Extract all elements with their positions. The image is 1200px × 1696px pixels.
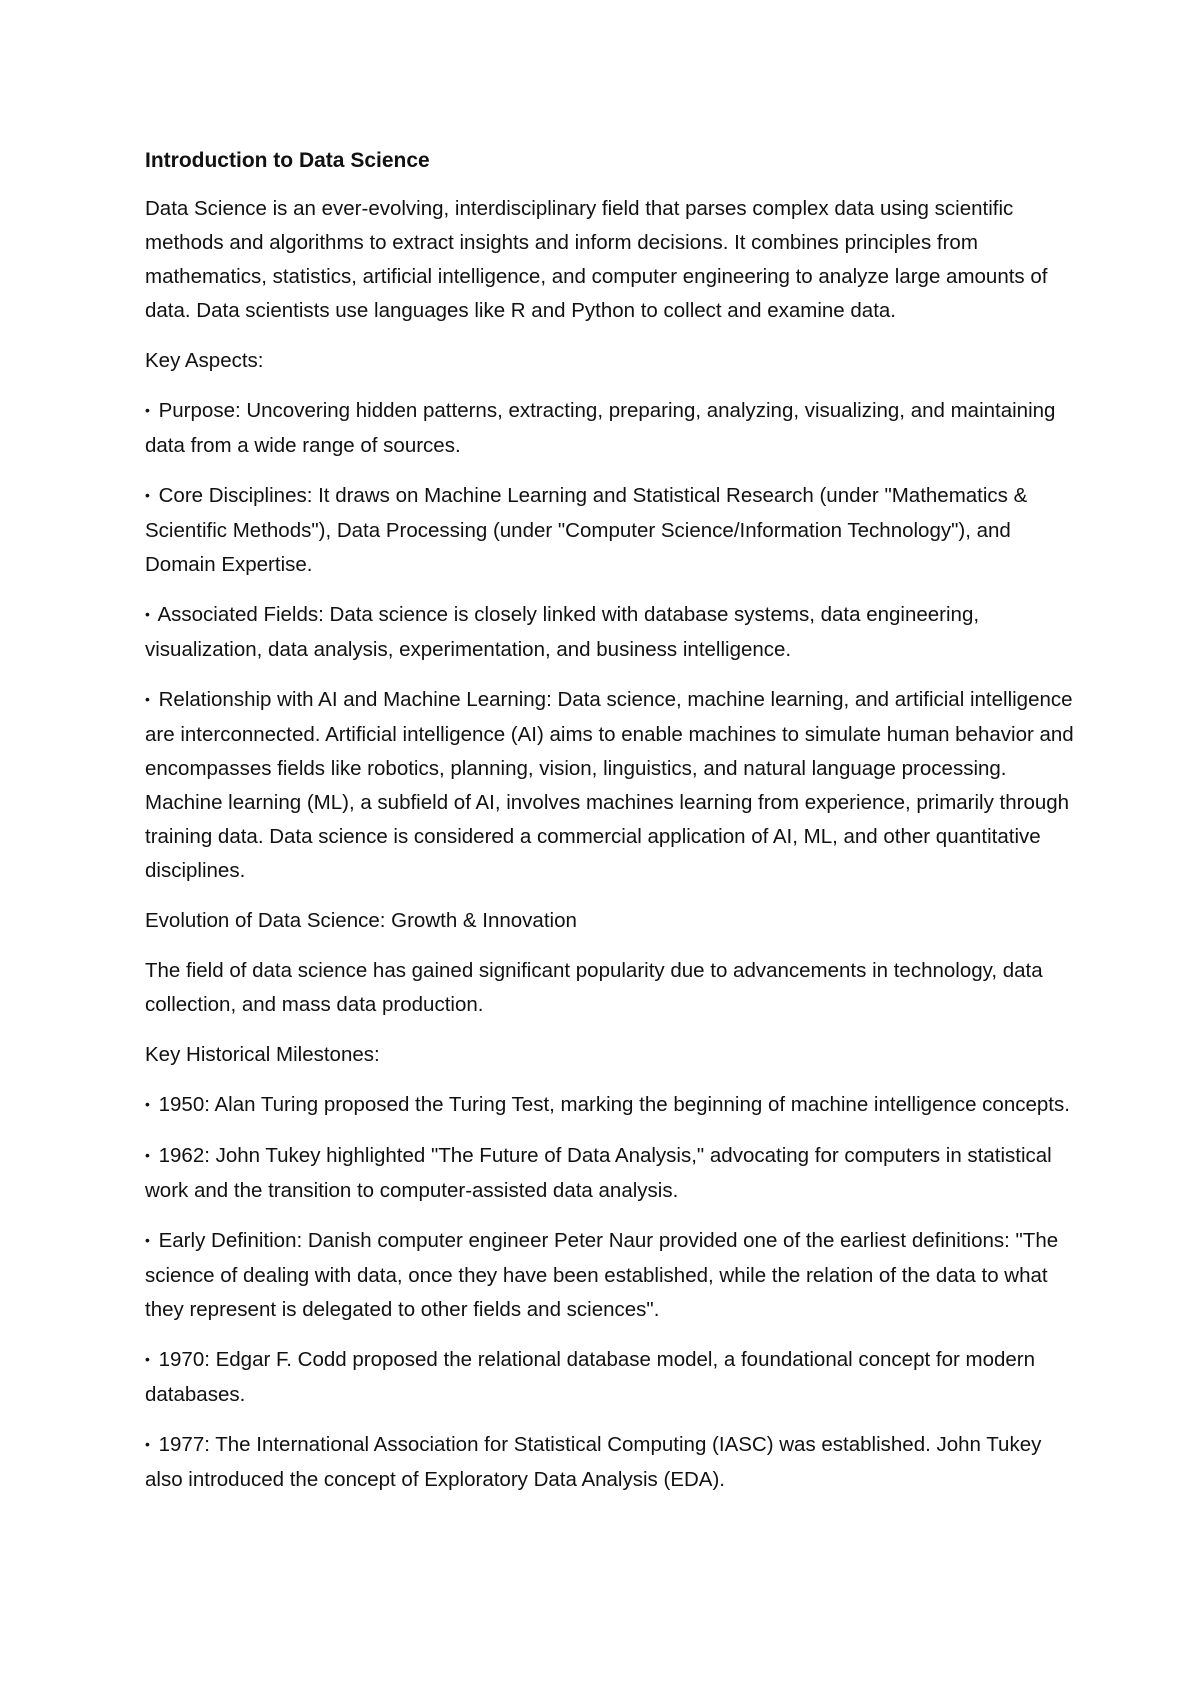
- milestone-item: [145, 1224, 1075, 1327]
- milestone-item: [145, 1139, 1075, 1208]
- milestone-item: [145, 1428, 1075, 1497]
- milestone-text: 1962: John Tukey highlighted "The Future of Data Analysis," advocating for computers in statistical work and the transition to computer-assisted data analysis.: [145, 1144, 1052, 1202]
- evolution-heading: Evolution of Data Science: Growth & Innovation: [145, 909, 577, 932]
- key-aspects-heading: Key Aspects:: [145, 349, 264, 372]
- bullet-icon: •: [145, 1436, 150, 1452]
- bullet-icon: •: [145, 1351, 150, 1367]
- milestone-item: [145, 1088, 1075, 1123]
- key-aspect-item: [145, 683, 1075, 888]
- key-aspect-text: Associated Fields: Data science is closely linked with database systems, data engineering, visualization, data analysis, experimentation, and business intelligence.: [145, 603, 980, 661]
- evolution-paragraph: The field of data science has gained significant popularity due to advancements in technology, data collection, and mass data production.: [145, 959, 1043, 1016]
- document-body: [145, 146, 1075, 1513]
- milestone-text: Early Definition: Danish computer engineer Peter Naur provided one of the earliest definitions: "The science of dealing with data, once they have been established, while the relation of the data to what they represent is delegated to other fields and sciences".: [145, 1229, 1059, 1321]
- bullet-icon: •: [145, 1232, 150, 1248]
- milestones-heading: Key Historical Milestones:: [145, 1043, 380, 1066]
- document-title: Introduction to Data Science: [145, 149, 430, 172]
- milestone-text: 1950: Alan Turing proposed the Turing Test, marking the beginning of machine intelligence concepts.: [158, 1093, 1070, 1116]
- milestone-item: [145, 1343, 1075, 1412]
- key-aspect-text: Core Disciplines: It draws on Machine Learning and Statistical Research (under "Mathematics & Scientific Methods"), Data Processing (under "Computer Science/Information Technology"), and Domain Expertise.: [145, 484, 1028, 576]
- bullet-icon: •: [145, 1147, 150, 1163]
- key-aspect-item: [145, 598, 1075, 667]
- key-aspect-item: [145, 394, 1075, 463]
- milestone-text: 1970: Edgar F. Codd proposed the relational database model, a foundational concept for modern databases.: [145, 1348, 1036, 1406]
- key-aspect-text: Purpose: Uncovering hidden patterns, extracting, preparing, analyzing, visualizing, and maintaining data from a wide range of sources.: [145, 399, 1056, 457]
- bullet-icon: •: [145, 691, 150, 707]
- bullet-icon: •: [145, 606, 150, 622]
- bullet-icon: •: [145, 487, 150, 503]
- intro-paragraph: Data Science is an ever-evolving, interdisciplinary field that parses complex data using scientific methods and algorithms to extract insights and inform decisions. It combines principles from mathematics, statistics, artificial intelligence, and computer engineering to analyze large amounts of data. Data scientists use languages like R and Python to collect and examine data.: [145, 197, 1048, 322]
- key-aspect-item: [145, 479, 1075, 582]
- milestone-text: 1977: The International Association for Statistical Computing (IASC) was established. John Tukey also introduced the concept of Exploratory Data Analysis (EDA).: [145, 1433, 1042, 1491]
- bullet-icon: •: [145, 402, 150, 418]
- key-aspect-text: Relationship with AI and Machine Learning: Data science, machine learning, and artificial intelligence are interconnected. Artificial intelligence (AI) aims to enable machines to simulate human behavior and encompasses fields like robotics, planning, vision, linguistics, and natural language processing. Machine learning (ML), a subfield of AI, involves machines learning from experience, primarily through training data. Data science is considered a commercial application of AI, ML, and other quantitative disciplines.: [145, 688, 1074, 882]
- bullet-icon: •: [145, 1096, 150, 1112]
